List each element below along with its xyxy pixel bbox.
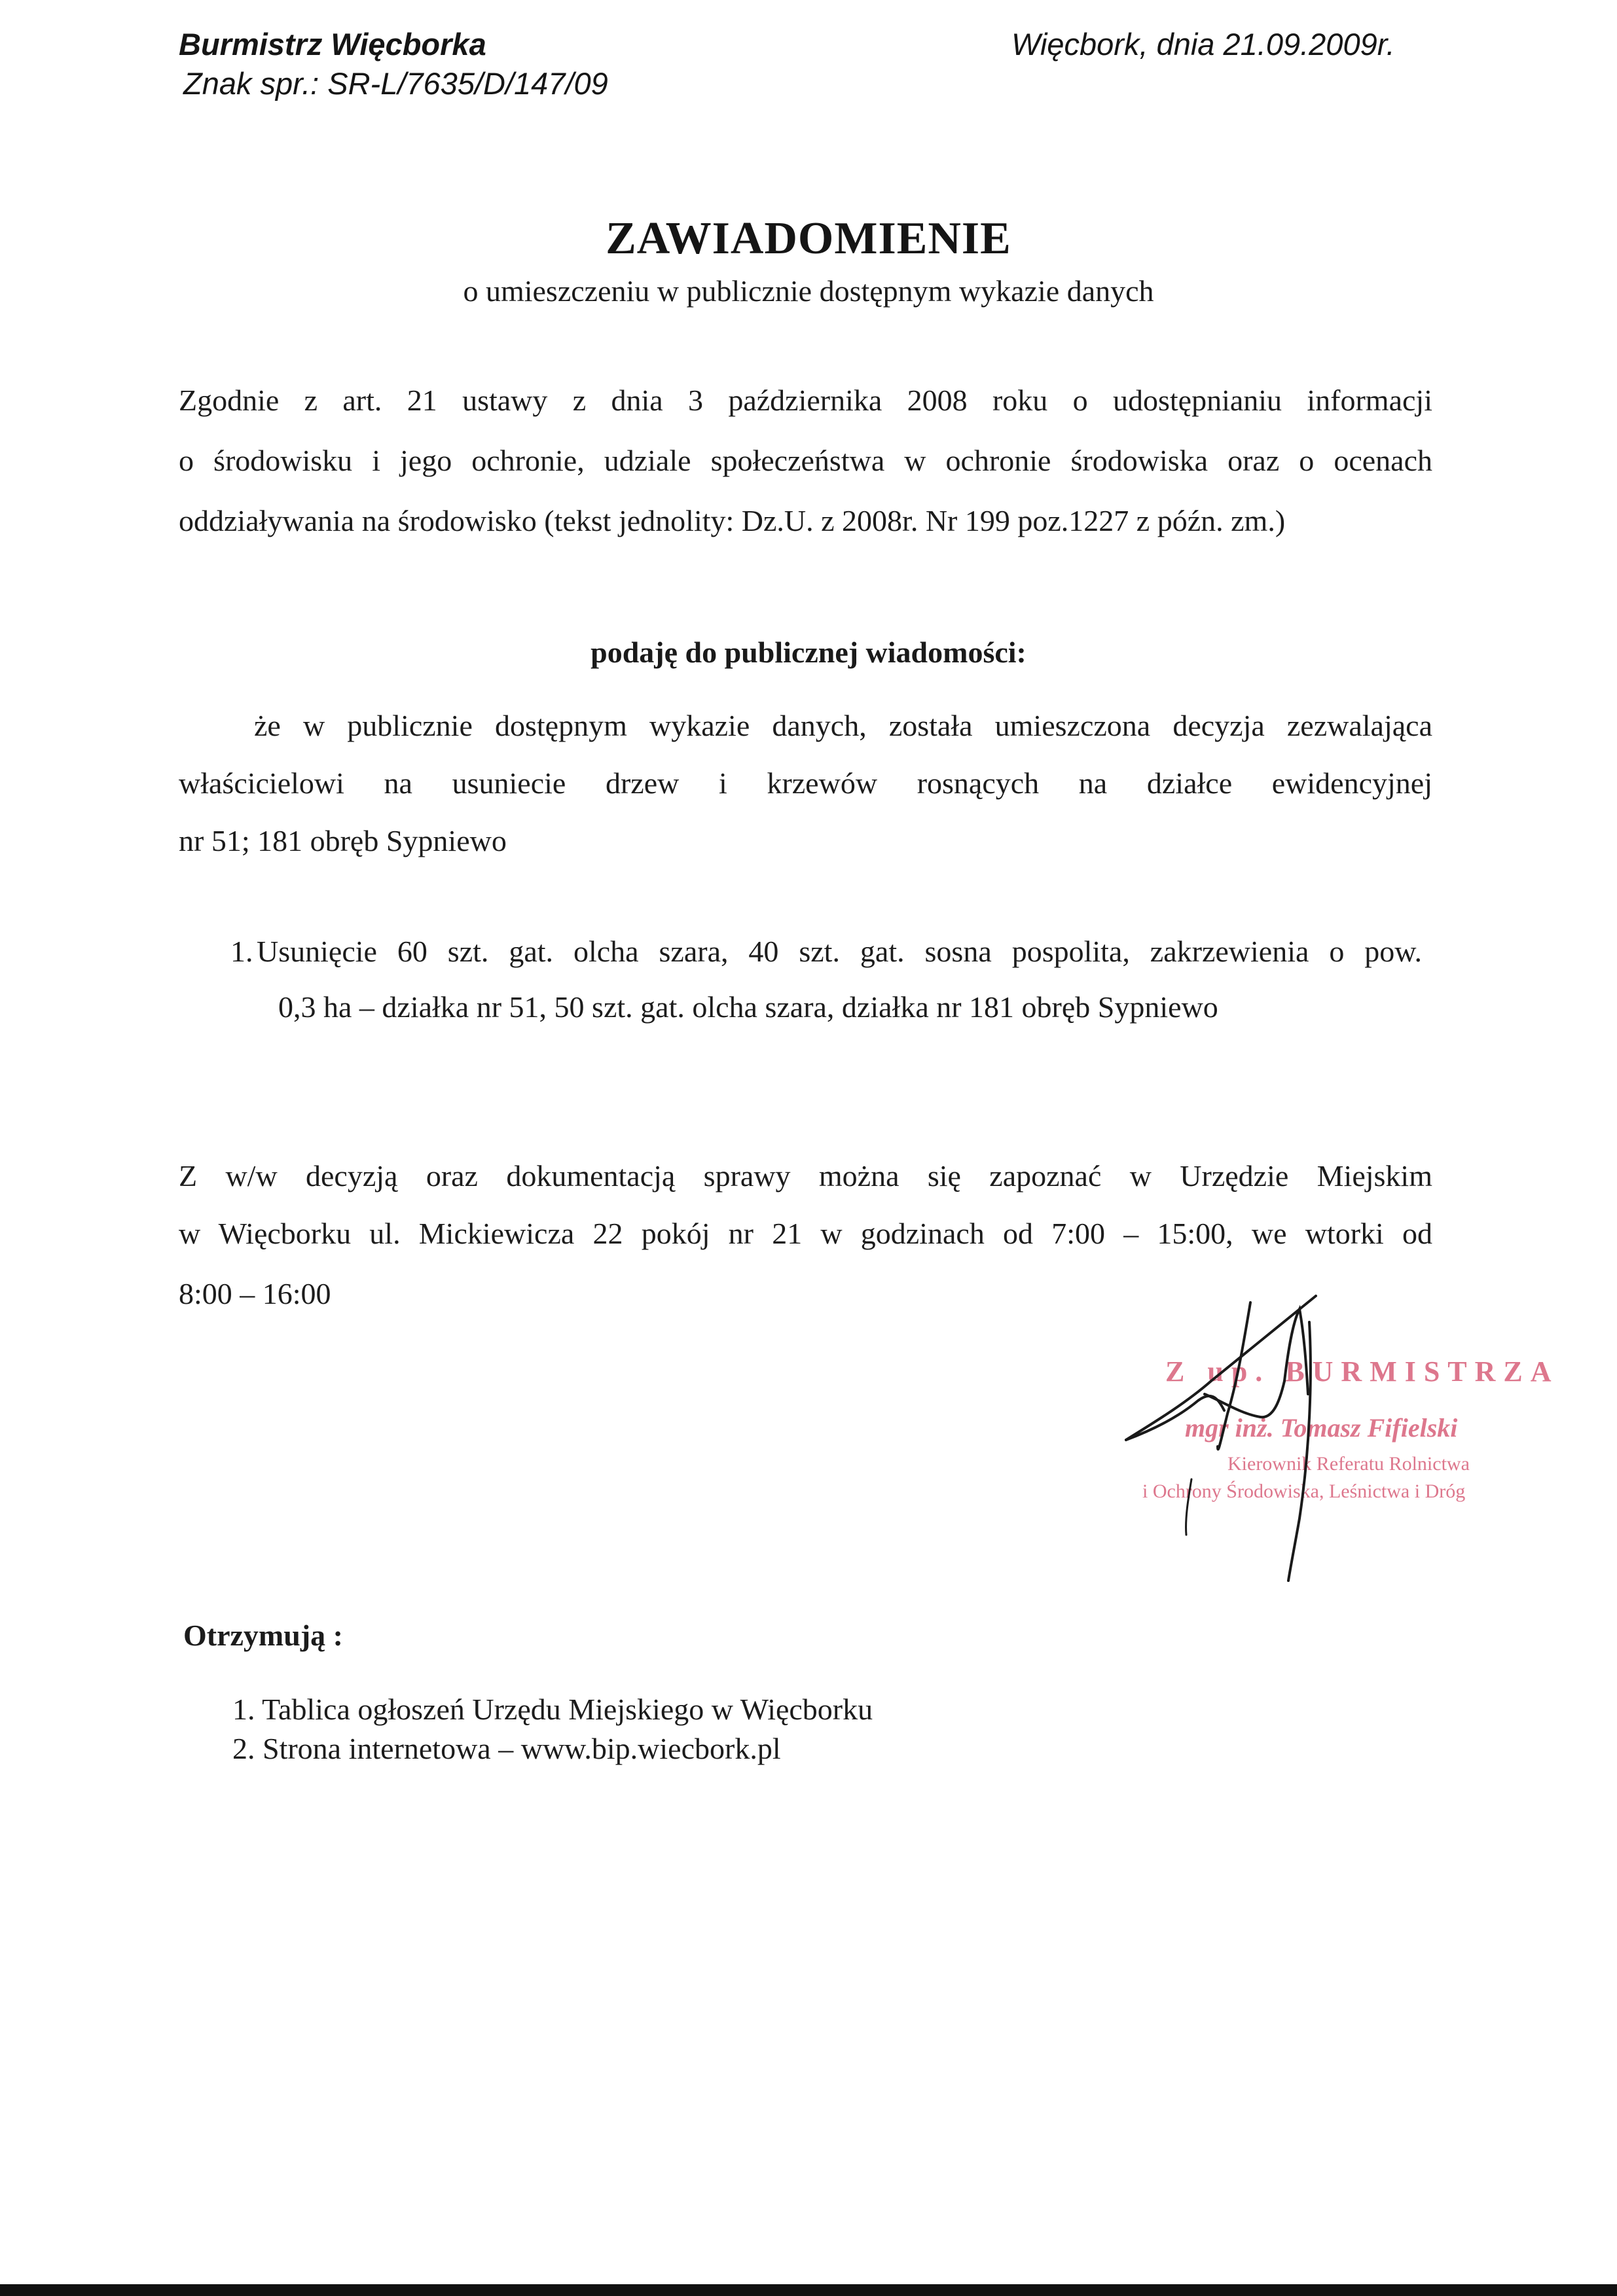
- handwritten-signature: [1113, 1283, 1414, 1597]
- intro-line: oddziaływania na środowisko (tekst jednolity: Dz.U. z 2008r. Nr 199 poz.1227 z późn. zm.): [179, 504, 1286, 537]
- stamp-line: i Ochrony Środowiska, Leśnictwa i Dróg: [1142, 1480, 1466, 1502]
- stamp-line: Kierownik Referatu Rolnictwa: [1227, 1453, 1470, 1475]
- place-date: Więcbork, dnia 21.09.2009r.: [1011, 27, 1395, 62]
- document-title: ZAWIADOMIENIE: [606, 213, 1011, 264]
- recipient-item: 1. Tablica ogłoszeń Urzędu Miejskiego w Więcborku: [232, 1693, 873, 1726]
- intro-line: o środowisku i jego ochronie, udziale społeczeństwa w ochronie środowiska oraz o ocenach: [179, 444, 1432, 477]
- list-item-line: 0,3 ha – działka nr 51, 50 szt. gat. olcha szara, działka nr 181 obręb Sypniewo: [278, 990, 1218, 1024]
- scan-edge: [0, 2284, 1617, 2296]
- info-line: Z w/w decyzją oraz dokumentacją sprawy można się zapoznać w Urzędzie Miejskim: [179, 1159, 1432, 1193]
- recipients-heading: Otrzymują :: [183, 1619, 343, 1652]
- reference-number: Znak spr.: SR-L/7635/D/147/09: [183, 66, 608, 101]
- info-line: 8:00 – 16:00: [179, 1277, 331, 1310]
- recipient-item: 2. Strona internetowa – www.bip.wiecbork.pl: [232, 1732, 781, 1765]
- decision-line: że w publicznie dostępnym wykazie danych, została umieszczona decyzja zezwalająca: [254, 709, 1432, 742]
- document-subtitle: o umieszczeniu w publicznie dostępnym wykazie danych: [463, 274, 1154, 308]
- info-line: w Więcborku ul. Mickiewicza 22 pokój nr 21 w godzinach od 7:00 – 15:00, we wtorki od: [179, 1217, 1432, 1250]
- stamp-line: Z up. BURMISTRZA: [1165, 1355, 1559, 1388]
- stamp-line: mgr inż. Tomasz Fifielski: [1185, 1413, 1458, 1443]
- intro-line: Zgodnie z art. 21 ustawy z dnia 3 października 2008 roku o udostępnianiu informacji: [179, 384, 1432, 417]
- office-name: Burmistrz Więcborka: [179, 27, 486, 62]
- announcement-heading: podaję do publicznej wiadomości:: [590, 636, 1027, 669]
- list-item-line: Usunięcie 60 szt. gat. olcha szara, 40 szt. gat. sosna pospolita, zakrzewienia o pow.: [257, 935, 1422, 968]
- decision-line: nr 51; 181 obręb Sypniewo: [179, 824, 507, 857]
- list-item-number: 1.: [230, 935, 253, 968]
- decision-line: właścicielowi na usuniecie drzew i krzewów rosnących na działce ewidencyjnej: [179, 766, 1432, 800]
